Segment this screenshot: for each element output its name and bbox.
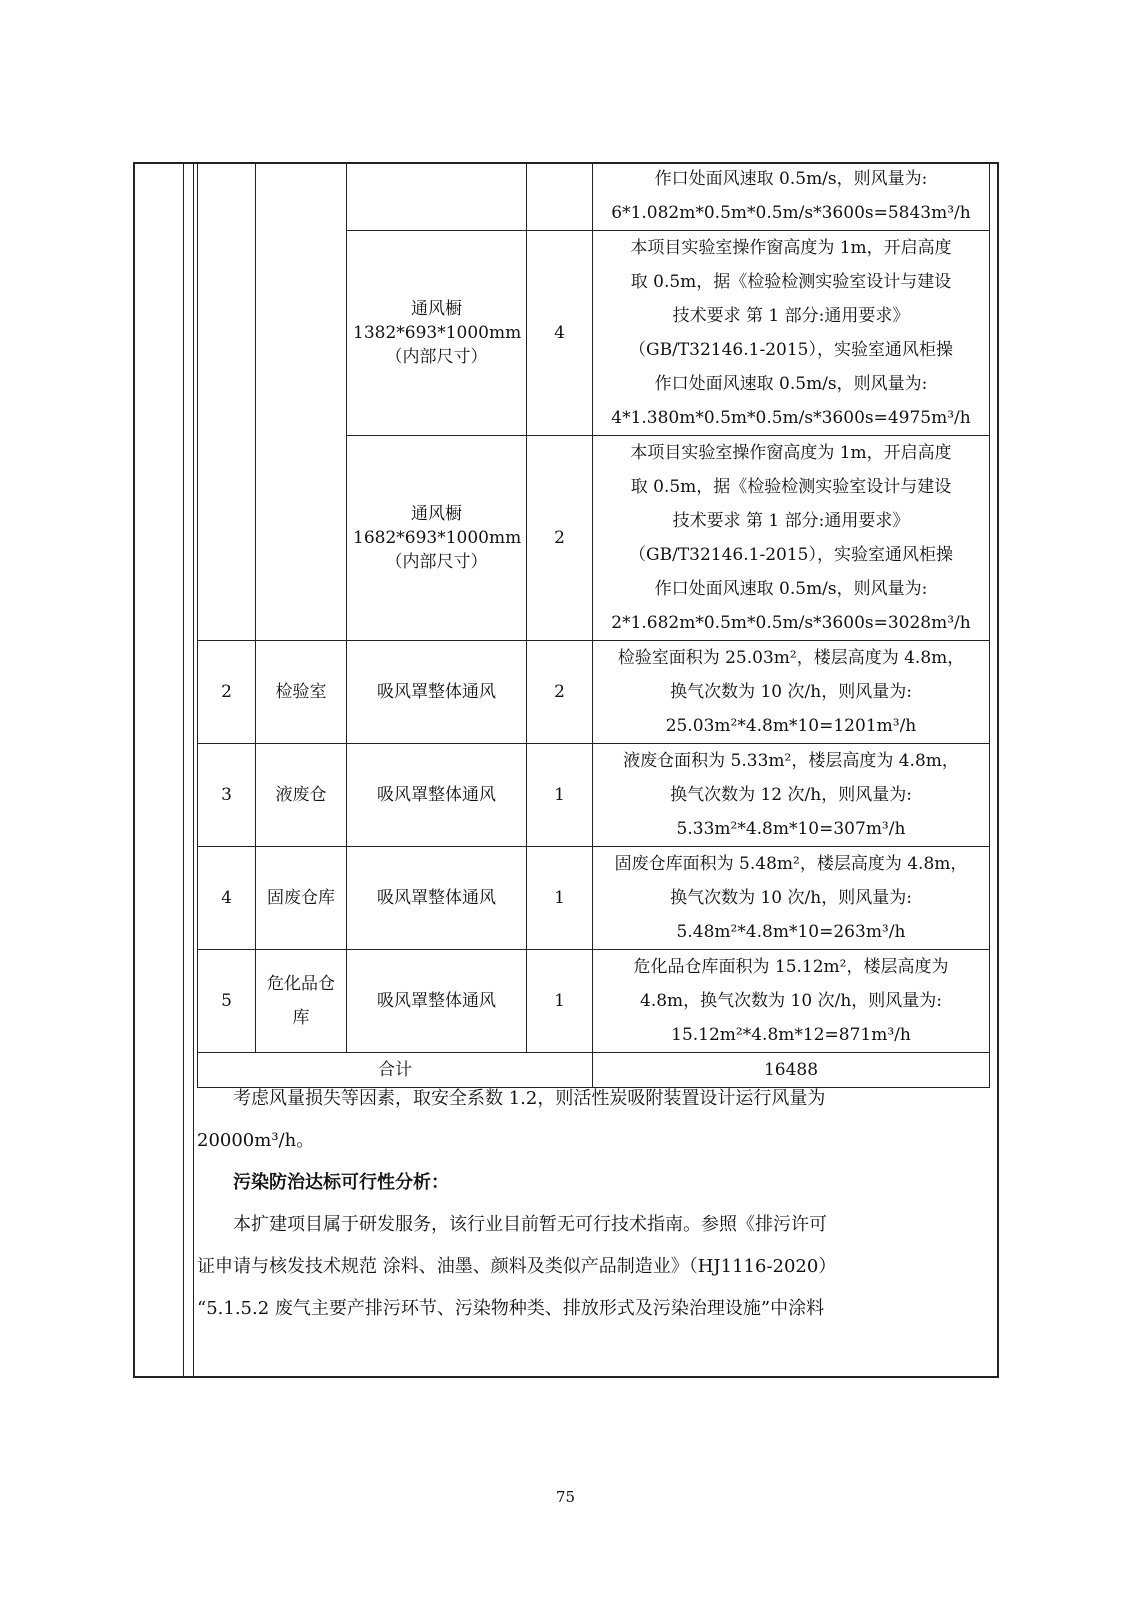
cell-no: 2 <box>198 641 256 744</box>
paragraph-reference-cont-2: “5.1.5.2 废气主要产排污环节、污染物种类、排放形式及污染治理设施”中涂料 <box>197 1298 825 1319</box>
cell-qty: 2 <box>527 641 593 744</box>
desc-line: 作口处面风速取 0.5m/s，则风量为: <box>654 169 928 189</box>
total-label: 合计 <box>198 1053 593 1088</box>
equipment-line: （内部尺寸） <box>385 552 488 572</box>
cell-no: 3 <box>198 744 256 847</box>
body-text <box>197 1078 989 1330</box>
frame-divider-2 <box>193 162 194 1378</box>
desc-line: 本项目实验室操作窗高度为 1m，开启高度 <box>630 443 952 463</box>
cell-qty: 4 <box>527 231 593 436</box>
table-row <box>198 847 990 950</box>
cell-desc <box>593 950 990 1053</box>
section-heading: 污染防治达标可行性分析： <box>233 1172 449 1193</box>
cell-method: 吸风罩整体通风 <box>347 641 527 744</box>
desc-line: （GB/T32146.1-2015），实验室通风柜操 <box>629 545 953 565</box>
air-volume-table-wrapper <box>197 162 989 1088</box>
desc-line: 作口处面风速取 0.5m/s，则风量为: <box>654 374 928 394</box>
cell-method: 吸风罩整体通风 <box>347 744 527 847</box>
desc-line: 液废仓面积为 5.33m²，楼层高度为 4.8m， <box>623 751 959 771</box>
cell-equipment <box>347 231 527 436</box>
cell-method-cont <box>347 162 527 231</box>
desc-line: 换气次数为 12 次/h，则风量为: <box>670 785 912 805</box>
cell-place: 危化品仓库 <box>256 950 347 1053</box>
desc-line: 固废仓库面积为 5.48m²，楼层高度为 4.8m， <box>614 854 968 874</box>
frame-divider-1 <box>183 162 184 1378</box>
equipment-line: 1382*693*1000mm <box>353 323 522 343</box>
desc-line: 5.33m²*4.8m*10=307m³/h <box>676 819 906 839</box>
cell-method: 吸风罩整体通风 <box>347 847 527 950</box>
table-row <box>198 950 990 1053</box>
table-row <box>198 744 990 847</box>
paragraph-reference-cont-1: 证申请与核发技术规范 涂料、油墨、颜料及类似产品制造业》（HJ1116-2020） <box>197 1256 837 1277</box>
equipment-line: 1682*693*1000mm <box>353 528 522 548</box>
desc-line: 4.8m，换气次数为 10 次/h，则风量为: <box>640 991 942 1011</box>
cell-desc <box>593 231 990 436</box>
desc-line: 4*1.380m*0.5m*0.5m/s*3600s=4975m³/h <box>611 408 971 428</box>
paragraph-safety-factor-cont: 20000m³/h。 <box>197 1130 315 1151</box>
cell-desc <box>593 847 990 950</box>
equipment-line: 通风橱 <box>411 504 462 524</box>
desc-line: （GB/T32146.1-2015），实验室通风柜操 <box>629 340 953 360</box>
desc-line: 取 0.5m，据《检验检测实验室设计与建设 <box>630 272 952 292</box>
desc-line: 危化品仓库面积为 15.12m²，楼层高度为 <box>633 957 949 977</box>
desc-line: 换气次数为 10 次/h，则风量为: <box>670 682 912 702</box>
cell-place: 固废仓库 <box>256 847 347 950</box>
desc-line: 技术要求 第 1 部分:通用要求》 <box>672 306 910 326</box>
desc-line: 6*1.082m*0.5m*0.5m/s*3600s=5843m³/h <box>611 203 971 223</box>
desc-line: 换气次数为 10 次/h，则风量为: <box>670 888 912 908</box>
desc-line: 25.03m²*4.8m*10=1201m³/h <box>665 716 917 736</box>
cell-desc <box>593 436 990 641</box>
table-row-continued <box>198 162 990 231</box>
cell-place-cont <box>256 162 347 641</box>
desc-line: 2*1.682m*0.5m*0.5m/s*3600s=3028m³/h <box>611 613 971 633</box>
equipment-line: （内部尺寸） <box>385 347 488 367</box>
desc-line: 本项目实验室操作窗高度为 1m，开启高度 <box>630 238 952 258</box>
page-number: 75 <box>555 1488 576 1506</box>
cell-no: 5 <box>198 950 256 1053</box>
cell-qty: 1 <box>527 744 593 847</box>
cell-desc <box>593 744 990 847</box>
cell-place: 液废仓 <box>256 744 347 847</box>
air-volume-table <box>197 162 990 1088</box>
desc-line: 5.48m²*4.8m*10=263m³/h <box>676 922 906 942</box>
cell-equipment <box>347 436 527 641</box>
desc-line: 技术要求 第 1 部分:通用要求》 <box>672 511 910 531</box>
cell-qty: 1 <box>527 847 593 950</box>
equipment-line: 通风橱 <box>411 299 462 319</box>
desc-line: 检验室面积为 25.03m²，楼层高度为 4.8m， <box>617 648 965 668</box>
cell-desc-cont <box>593 162 990 231</box>
cell-qty: 1 <box>527 950 593 1053</box>
cell-no-cont <box>198 162 256 641</box>
desc-line: 取 0.5m，据《检验检测实验室设计与建设 <box>630 477 952 497</box>
total-value: 16488 <box>593 1053 990 1088</box>
cell-method: 吸风罩整体通风 <box>347 950 527 1053</box>
cell-qty-cont <box>527 162 593 231</box>
cell-no: 4 <box>198 847 256 950</box>
desc-line: 作口处面风速取 0.5m/s，则风量为: <box>654 579 928 599</box>
paragraph-safety-factor: 考虑风量损失等因素，取安全系数 1.2，则活性炭吸附装置设计运行风量为 <box>233 1088 826 1109</box>
table-row <box>198 641 990 744</box>
cell-desc <box>593 641 990 744</box>
cell-place: 检验室 <box>256 641 347 744</box>
desc-line: 15.12m²*4.8m*12=871m³/h <box>671 1025 911 1045</box>
paragraph-reference: 本扩建项目属于研发服务，该行业目前暂无可行技术指南。参照《排污许可 <box>233 1214 827 1235</box>
cell-qty: 2 <box>527 436 593 641</box>
